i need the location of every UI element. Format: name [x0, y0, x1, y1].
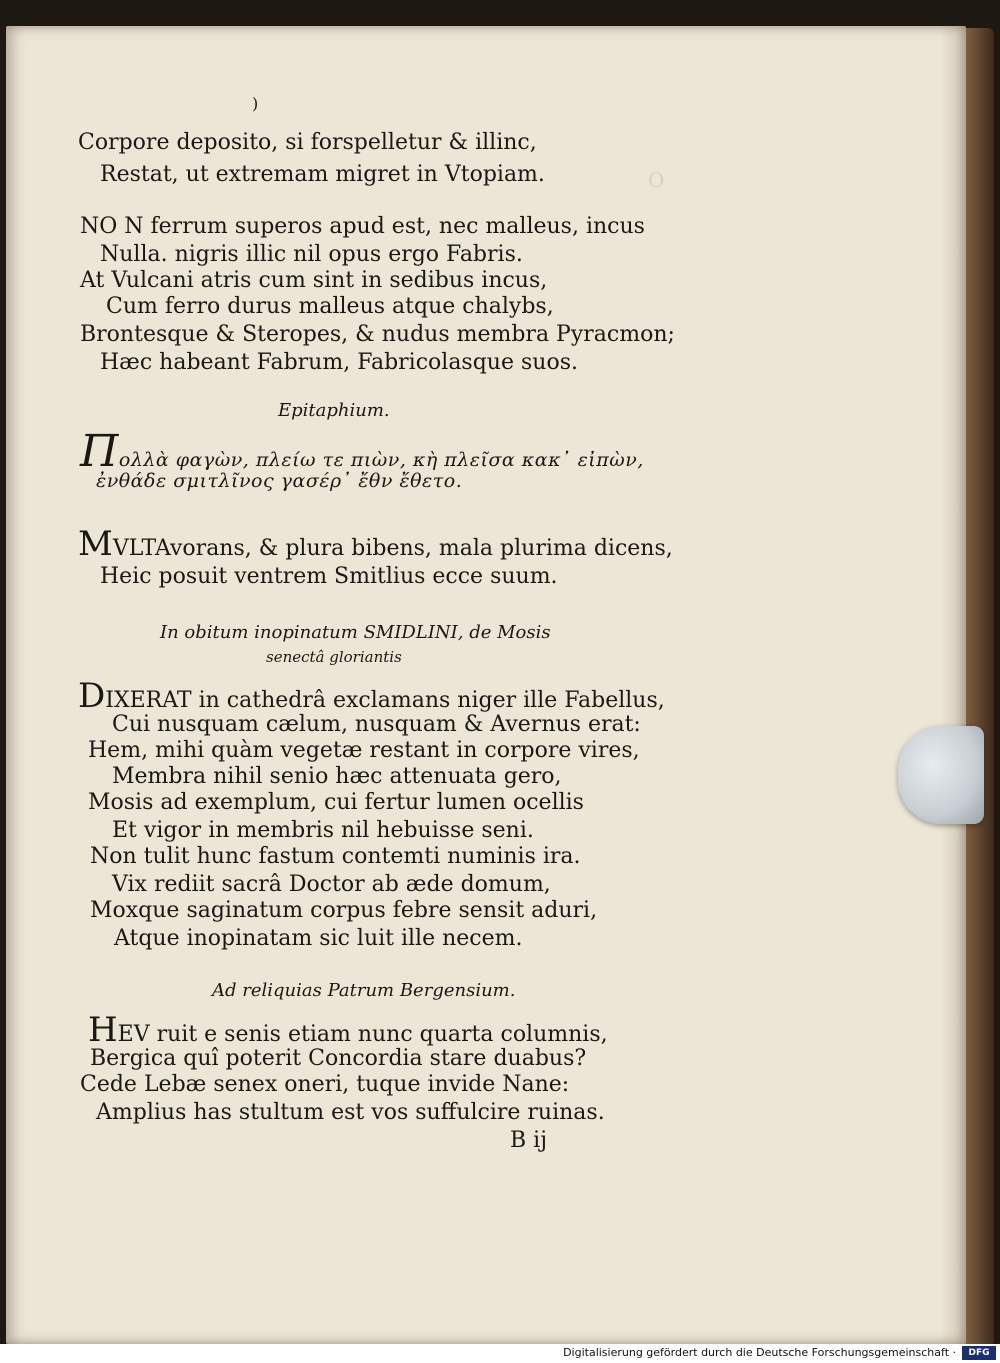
poem2-line-5: Brontesque & Steropes, & nudus membra Pyracmon;	[80, 322, 675, 347]
smidlin-line-10: Atque inopinatam sic luit ille necem.	[114, 926, 523, 951]
poem2-initial: NO N	[80, 214, 144, 239]
poem2-line-3: At Vulcani atris cum sint in sedibus incus,	[80, 268, 548, 293]
smidlin-line-4: Membra nihil senio hæc attenuata gero,	[112, 764, 562, 789]
latin-epitaph-initial-rest: VLTA	[112, 536, 170, 561]
poem2-line-6: Hæc habeant Fabrum, Fabricolasque suos.	[100, 350, 578, 375]
bergensium-line-1-text: ruit e senis etiam nunc quarta columnis,	[149, 1022, 608, 1047]
smidlin-line-8: Vix rediit sacrâ Doctor ab æde domum,	[112, 872, 551, 897]
smidlin-initial-rest: IXERAT	[105, 688, 192, 713]
bleed-through: O	[648, 168, 665, 192]
top-mark: )	[252, 94, 259, 113]
poem2-line-1-text: ferrum superos apud est, nec malleus, incus	[143, 214, 645, 239]
footer-credit: Digitalisierung gefördert durch die Deutsche Forschungsgemeinschaft ·	[563, 1346, 956, 1359]
bergensium-line-2: Bergica quî poterit Concordia stare duabus?	[90, 1046, 587, 1071]
greek-initial: Π	[80, 426, 119, 477]
page-shadow	[940, 26, 966, 1344]
bergensium-heading: Ad reliquias Patrum Bergensium.	[212, 980, 516, 1001]
poem1-line-1: Corpore deposito, si forspelletur & illinc,	[78, 130, 537, 155]
latin-epitaph-initial: M	[78, 524, 113, 564]
bergensium-initial: H	[88, 1010, 118, 1050]
smidlin-line-1-text: in cathedrâ exclamans niger ille Fabellus,	[191, 688, 665, 713]
epitaph-heading: Epitaphium.	[278, 400, 390, 421]
catchword: B ij	[510, 1128, 548, 1153]
poem2-line-2: Nulla. nigris illic nil opus ergo Fabris.	[100, 242, 523, 267]
smidlin-heading-2: senectâ gloriantis	[266, 648, 402, 666]
smidlin-line-1	[78, 676, 665, 716]
smidlin-line-2: Cui nusquam cælum, nusquam & Avernus erat:	[112, 712, 641, 737]
smidlin-line-9: Moxque saginatum corpus febre sensit aduri,	[90, 898, 598, 923]
greek-line-2: ἐνθάδε σμιτλῖνος γασέρ᾽ ἔθν ἔθετο.	[96, 470, 463, 492]
smidlin-line-5: Mosis ad exemplum, cui fertur lumen ocellis	[88, 790, 584, 815]
smidlin-line-3: Hem, mihi quàm vegetæ restant in corpore vires,	[88, 738, 640, 763]
page-clip	[898, 726, 984, 824]
smidlin-initial: D	[78, 676, 106, 716]
smidlin-line-6: Et vigor in membris nil hebuisse seni.	[112, 818, 534, 843]
dfg-logo: DFG	[962, 1346, 996, 1360]
bergensium-line-4: Amplius has stultum est vos suffulcire ruinas.	[96, 1100, 605, 1125]
smidlin-line-7: Non tulit hunc fastum contemti numinis ira.	[90, 844, 581, 869]
latin-epitaph-line-1	[78, 524, 673, 564]
bergensium-line-3: Cede Lebæ senex oneri, tuque invide Nane:	[80, 1072, 570, 1097]
smidlin-heading-1: In obitum inopinatum SMIDLINI, de Mosis	[160, 622, 551, 643]
latin-epitaph-line-2: Heic posuit ventrem Smitlius ecce suum.	[100, 564, 558, 589]
digitization-footer	[0, 1344, 1000, 1363]
latin-epitaph-line-1-text: vorans, & plura bibens, mala plurima dicens,	[170, 536, 673, 561]
bergensium-line-1	[88, 1010, 608, 1050]
greek-line-1-text: ολλὰ φαγὼν, πλείω τε πιὼν, κὴ πλεῖσα κακ᾽ εἰπὼν,	[118, 449, 644, 471]
poem1-line-2: Restat, ut extremam migret in Vtopiam.	[100, 162, 545, 187]
bergensium-initial-rest: EV	[117, 1022, 150, 1047]
poem2-line-4: Cum ferro durus malleus atque chalybs,	[106, 294, 554, 319]
poem2-line-1	[80, 214, 645, 239]
